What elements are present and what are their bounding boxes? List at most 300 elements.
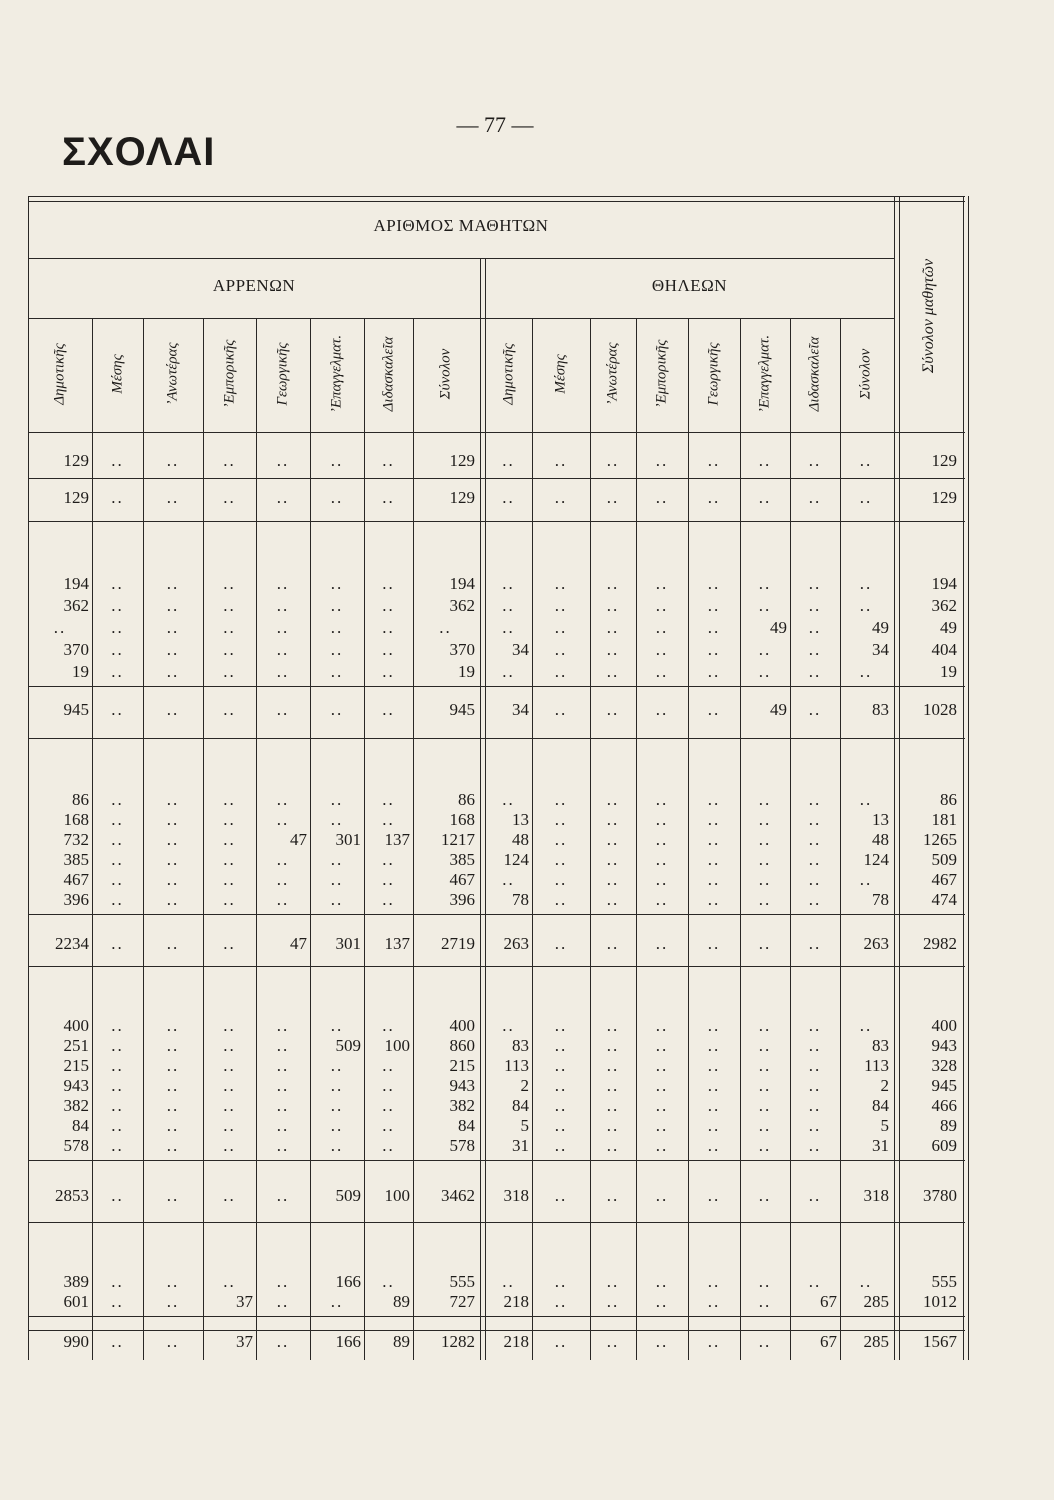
table-cell: 49 [770, 700, 787, 719]
table-cell: .. [758, 1076, 772, 1095]
table-cell: .. [276, 574, 290, 593]
table-cell: 945 [63, 700, 89, 719]
table-cell: .. [655, 618, 669, 637]
table-cell: .. [382, 1056, 395, 1075]
table-cell: .. [554, 1056, 568, 1075]
table-cell: .. [166, 890, 180, 909]
table-cell: .. [606, 640, 620, 659]
table-cell: 382 [63, 1096, 89, 1115]
table-cell: .. [655, 1136, 669, 1155]
table-cell: .. [655, 1056, 669, 1075]
table-cell: 124 [503, 850, 529, 869]
table-top-rule-inner [28, 201, 965, 202]
table-cell: .. [655, 1332, 669, 1351]
table-cell: .. [502, 574, 515, 593]
table-cell: .. [502, 488, 515, 507]
table-cell: .. [276, 700, 290, 719]
table-cell: .. [276, 488, 290, 507]
table-cell: .. [606, 451, 620, 470]
table-cell: .. [606, 890, 620, 909]
column-rule [790, 318, 791, 1360]
table-cell: .. [707, 662, 721, 681]
table-cell: .. [606, 1332, 620, 1351]
table-cell: .. [655, 810, 669, 829]
table-cell: .. [808, 451, 822, 470]
table-cell: 129 [931, 488, 957, 507]
table-cell: .. [758, 1332, 772, 1351]
table-cell: .. [808, 596, 822, 615]
table-cell: 84 [872, 1096, 889, 1115]
table-cell: .. [554, 662, 568, 681]
table-cell: .. [707, 574, 721, 593]
table-cell: .. [382, 488, 395, 507]
row-rule [28, 1160, 965, 1161]
table-cell: .. [606, 618, 620, 637]
table-cell: .. [111, 1332, 124, 1351]
table-cell: .. [330, 618, 344, 637]
table-cell: 129 [931, 451, 957, 470]
table-cell: .. [111, 700, 124, 719]
table-cell: .. [166, 1036, 180, 1055]
table-cell: 31 [872, 1136, 889, 1155]
table-cell: .. [166, 451, 180, 470]
table-top-rule [28, 196, 965, 197]
table-cell: .. [758, 640, 772, 659]
table-cell: .. [382, 451, 395, 470]
table-cell: .. [859, 488, 873, 507]
table-cell: 362 [449, 596, 475, 615]
table-cell: .. [554, 934, 568, 953]
table-cell: .. [758, 1036, 772, 1055]
table-cell: 129 [63, 488, 89, 507]
column-rule [532, 318, 533, 1360]
page-number: — 77 — [456, 112, 534, 137]
table-cell: .. [808, 890, 822, 909]
table-cell: .. [554, 1292, 568, 1311]
table-cell: .. [330, 810, 344, 829]
table-cell: .. [166, 640, 180, 659]
table-cell: .. [707, 618, 721, 637]
table-cell: .. [808, 934, 822, 953]
table-cell: .. [707, 451, 721, 470]
table-cell: .. [111, 850, 124, 869]
table-cell: .. [808, 1056, 822, 1075]
table-cell: 100 [384, 1036, 410, 1055]
table-cell: 3780 [923, 1186, 957, 1205]
table-cell: .. [166, 596, 180, 615]
table-cell: .. [606, 1056, 620, 1075]
table-cell: 1282 [441, 1332, 475, 1351]
table-cell: .. [707, 640, 721, 659]
table-cell: 609 [931, 1136, 957, 1155]
row-rule [28, 521, 965, 522]
table-cell: .. [276, 870, 290, 889]
table-cell: .. [554, 1186, 568, 1205]
table-cell: 404 [931, 640, 957, 659]
table-cell: 263 [863, 934, 889, 953]
table-cell: .. [382, 1016, 395, 1035]
table-cell: .. [655, 1096, 669, 1115]
table-cell: .. [330, 1116, 344, 1135]
table-cell: .. [166, 1292, 180, 1311]
table-cell: 113 [864, 1056, 889, 1075]
table-cell: .. [276, 890, 290, 909]
table-cell: 474 [931, 890, 957, 909]
table-cell: 137 [384, 830, 410, 849]
table-cell: .. [707, 830, 721, 849]
table-cell: 86 [458, 790, 475, 809]
table-cell: .. [382, 1096, 395, 1115]
table-cell: .. [111, 810, 124, 829]
table-cell: .. [166, 1016, 180, 1035]
table-cell: .. [554, 488, 568, 507]
table-cell: 215 [449, 1056, 475, 1075]
table-cell: 389 [63, 1272, 89, 1291]
table-cell: .. [166, 662, 180, 681]
table-cell: .. [655, 1116, 669, 1135]
table-cell: .. [382, 870, 395, 889]
table-cell: .. [166, 850, 180, 869]
table-cell: 385 [449, 850, 475, 869]
table-cell: 467 [931, 870, 957, 889]
table-cell: .. [859, 1016, 873, 1035]
table-cell: 5 [880, 1116, 889, 1135]
table-cell: 47 [290, 934, 307, 953]
table-cell: .. [707, 1116, 721, 1135]
table-cell: .. [223, 618, 236, 637]
table-cell: .. [276, 662, 290, 681]
table-cell: 943 [63, 1076, 89, 1095]
table-cell: .. [758, 574, 772, 593]
table-cell: .. [111, 870, 124, 889]
table-cell: 3462 [441, 1186, 475, 1205]
table-cell: .. [758, 850, 772, 869]
table-cell: 578 [449, 1136, 475, 1155]
table-cell: .. [758, 662, 772, 681]
header-rule-1 [28, 258, 894, 259]
table-cell: 100 [384, 1186, 410, 1205]
table-cell: .. [276, 1016, 290, 1035]
column-rule [740, 318, 741, 1360]
table-cell: .. [111, 1096, 124, 1115]
table-cell: .. [655, 596, 669, 615]
table-cell: .. [223, 596, 236, 615]
table-cell: .. [330, 1056, 344, 1075]
table-cell: .. [276, 1036, 290, 1055]
section-title: ΣΧΟΛΑΙ [62, 130, 216, 174]
table-cell: .. [111, 574, 124, 593]
table-cell: .. [606, 574, 620, 593]
table-cell: .. [859, 790, 873, 809]
table-cell: 48 [872, 830, 889, 849]
table-cell: .. [111, 830, 124, 849]
table-cell: .. [554, 1096, 568, 1115]
table-cell: .. [655, 870, 669, 889]
table-cell: .. [707, 1272, 721, 1291]
table-cell: 19 [940, 662, 957, 681]
table-cell: 400 [449, 1016, 475, 1035]
table-cell: .. [606, 1076, 620, 1095]
table-cell: .. [606, 810, 620, 829]
table-cell: .. [382, 1136, 395, 1155]
table-cell: .. [223, 1136, 236, 1155]
table-cell: .. [439, 618, 452, 637]
table-cell: .. [758, 810, 772, 829]
table-cell: .. [111, 1056, 124, 1075]
table-cell: .. [707, 1136, 721, 1155]
table-cell: .. [606, 1036, 620, 1055]
table-cell: 467 [63, 870, 89, 889]
table-cell: 168 [63, 810, 89, 829]
table-cell: .. [223, 1096, 236, 1115]
row-rule [28, 686, 965, 687]
table-cell: .. [808, 1076, 822, 1095]
table-cell: .. [276, 810, 290, 829]
table-cell: 1265 [923, 830, 957, 849]
table-cell: .. [606, 1136, 620, 1155]
table-cell: 396 [449, 890, 475, 909]
table-cell: .. [606, 1272, 620, 1291]
table-cell: .. [382, 890, 395, 909]
table-cell: 382 [449, 1096, 475, 1115]
table-cell: .. [758, 1136, 772, 1155]
table-cell: 509 [335, 1186, 361, 1205]
table-cell: .. [707, 700, 721, 719]
table-cell: .. [276, 1292, 290, 1311]
table-cell: 1217 [441, 830, 475, 849]
table-cell: .. [606, 700, 620, 719]
table-cell: .. [382, 1116, 395, 1135]
table-cell: .. [707, 1016, 721, 1035]
table-cell: 555 [449, 1272, 475, 1291]
table-cell: .. [223, 1116, 236, 1135]
table-cell: .. [111, 596, 124, 615]
table-cell: .. [554, 1016, 568, 1035]
table-cell: .. [166, 1136, 180, 1155]
table-cell: .. [330, 700, 344, 719]
table-cell: .. [330, 1016, 344, 1035]
table-cell: 47 [290, 830, 307, 849]
table-cell: .. [223, 662, 236, 681]
table-cell: .. [382, 810, 395, 829]
table-cell: 84 [512, 1096, 529, 1115]
table-cell: 13 [512, 810, 529, 829]
table-cell: .. [166, 1272, 180, 1291]
table-cell: 34 [512, 700, 529, 719]
table-cell: .. [655, 488, 669, 507]
table-cell: .. [554, 700, 568, 719]
table-cell: .. [554, 618, 568, 637]
table-cell: .. [758, 596, 772, 615]
table-cell: 124 [863, 850, 889, 869]
row-rule [28, 1222, 965, 1223]
table-cell: .. [111, 934, 124, 953]
table-right-border-outer [968, 196, 969, 1360]
table-cell: .. [382, 1272, 395, 1291]
table-cell: .. [808, 1116, 822, 1135]
table-cell: .. [276, 790, 290, 809]
table-cell: .. [111, 662, 124, 681]
table-cell: .. [382, 1076, 395, 1095]
table-cell: 2719 [441, 934, 475, 953]
table-cell: .. [223, 1076, 236, 1095]
table-cell: .. [606, 1016, 620, 1035]
table-cell: .. [223, 574, 236, 593]
table-cell: 466 [931, 1096, 957, 1115]
header-bottom-rule [28, 432, 965, 433]
table-cell: .. [808, 1272, 822, 1291]
table-cell: .. [223, 451, 236, 470]
table-cell: .. [382, 574, 395, 593]
table-cell: .. [655, 1292, 669, 1311]
table-cell: 396 [63, 890, 89, 909]
table-cell: 166 [335, 1332, 361, 1351]
table-cell: 2982 [923, 934, 957, 953]
table-cell: .. [223, 830, 236, 849]
table-cell: 129 [449, 488, 475, 507]
table-cell: .. [554, 1136, 568, 1155]
table-cell: .. [166, 1096, 180, 1115]
table-cell: .. [808, 870, 822, 889]
table-cell: .. [707, 1332, 721, 1351]
table-cell: .. [859, 1272, 873, 1291]
table-cell: 5 [520, 1116, 529, 1135]
table-cell: 2853 [55, 1186, 89, 1205]
table-cell: .. [554, 596, 568, 615]
table-cell: .. [111, 451, 124, 470]
table-cell: .. [276, 850, 290, 869]
table-cell: .. [655, 640, 669, 659]
table-cell: .. [166, 1186, 180, 1205]
table-cell: 34 [872, 640, 889, 659]
table-cell: .. [606, 662, 620, 681]
table-cell: .. [606, 1116, 620, 1135]
table-cell: .. [808, 1036, 822, 1055]
row-rule [28, 966, 965, 967]
table-cell: 2 [520, 1076, 529, 1095]
table-cell: .. [707, 790, 721, 809]
table-cell: .. [330, 640, 344, 659]
table-cell: .. [606, 1292, 620, 1311]
table-cell: .. [111, 1186, 124, 1205]
table-cell: 86 [72, 790, 89, 809]
table-cell: 78 [512, 890, 529, 909]
table-cell: .. [758, 1186, 772, 1205]
table-cell: .. [111, 890, 124, 909]
row-rule [28, 1316, 965, 1317]
table-cell: .. [808, 574, 822, 593]
table-cell: 555 [931, 1272, 957, 1291]
table-cell: 467 [449, 870, 475, 889]
table-cell: 83 [872, 700, 889, 719]
table-cell: 1567 [923, 1332, 957, 1351]
table-cell: 89 [393, 1332, 410, 1351]
table-cell: .. [223, 1272, 236, 1291]
table-cell: .. [382, 662, 395, 681]
table-cell: .. [758, 451, 772, 470]
table-cell: .. [111, 1016, 124, 1035]
table-cell: .. [382, 790, 395, 809]
table-cell: 218 [503, 1292, 529, 1311]
table-cell: 318 [863, 1186, 889, 1205]
table-cell: .. [808, 618, 822, 637]
table-cell: .. [382, 618, 395, 637]
table-cell: .. [758, 934, 772, 953]
table-cell: .. [502, 1272, 515, 1291]
table-cell: .. [111, 618, 124, 637]
table-cell: .. [276, 1116, 290, 1135]
table-cell: .. [808, 1096, 822, 1115]
table-cell: 215 [63, 1056, 89, 1075]
table-cell: .. [330, 890, 344, 909]
table-cell: .. [606, 870, 620, 889]
table-cell: 83 [872, 1036, 889, 1055]
table-cell: 370 [63, 640, 89, 659]
table-cell: 86 [940, 790, 957, 809]
table-cell: .. [166, 870, 180, 889]
table-cell: .. [382, 700, 395, 719]
table-cell: .. [111, 1136, 124, 1155]
table-cell: .. [223, 640, 236, 659]
table-cell: .. [382, 640, 395, 659]
table-cell: .. [330, 1076, 344, 1095]
table-cell: .. [606, 1186, 620, 1205]
table-cell: 129 [63, 451, 89, 470]
table-cell: .. [53, 618, 67, 637]
table-cell: .. [655, 1272, 669, 1291]
table-cell: 89 [393, 1292, 410, 1311]
table-cell: .. [859, 662, 873, 681]
table-cell: .. [655, 1036, 669, 1055]
table-cell: 263 [503, 934, 529, 953]
table-cell: .. [655, 890, 669, 909]
table-cell: .. [808, 810, 822, 829]
table-cell: .. [166, 934, 180, 953]
table-cell: 218 [503, 1332, 529, 1351]
table-cell: .. [223, 1036, 236, 1055]
table-cell: .. [554, 890, 568, 909]
table-cell: .. [330, 870, 344, 889]
table-cell: 370 [449, 640, 475, 659]
table-cell: .. [808, 850, 822, 869]
table-cell: 19 [72, 662, 89, 681]
table-cell: 385 [63, 850, 89, 869]
group-header-boys: ΑΡΡΕΝΩΝ [212, 276, 296, 295]
header-rule-2 [28, 318, 894, 319]
table-cell: .. [655, 574, 669, 593]
table-cell: .. [606, 1096, 620, 1115]
table-cell: 67 [820, 1332, 837, 1351]
row-rule [28, 1330, 965, 1331]
table-cell: 137 [384, 934, 410, 953]
table-cell: .. [554, 640, 568, 659]
table-cell: 1028 [923, 700, 957, 719]
row-rule [28, 478, 965, 479]
table-cell: .. [166, 790, 180, 809]
table-cell: .. [330, 1136, 344, 1155]
table-cell: .. [554, 790, 568, 809]
table-cell: .. [166, 1076, 180, 1095]
table-cell: 194 [931, 574, 957, 593]
table-cell: 578 [63, 1136, 89, 1155]
table-cell: 943 [931, 1036, 957, 1055]
table-cell: 37 [236, 1292, 253, 1311]
table-cell: .. [330, 850, 344, 869]
table-cell: .. [707, 810, 721, 829]
table-cell: 990 [63, 1332, 89, 1351]
table-cell: .. [502, 451, 515, 470]
table-cell: .. [276, 1136, 290, 1155]
